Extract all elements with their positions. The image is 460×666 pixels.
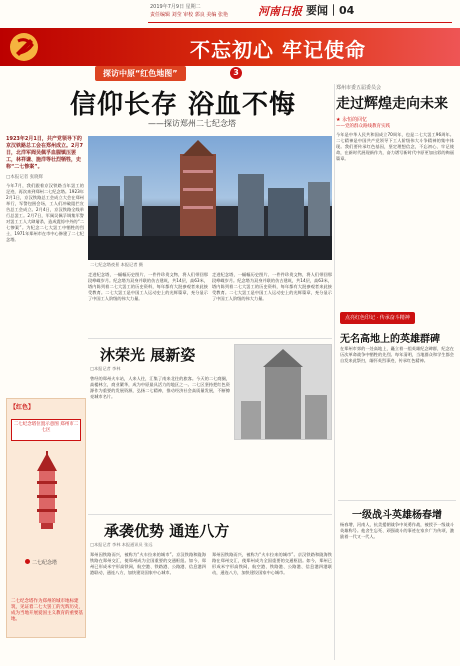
right-title-2: 无名高地上的英雄群碑 [340, 334, 440, 345]
section-divider-1 [88, 338, 332, 339]
right-kicker: 郑州市委五届委员会 [336, 85, 382, 91]
masthead-rule [148, 22, 452, 23]
right-body-text: 今年是中华人民共和国成立70周年，也是二七大罢工96周年。二七精神是中国共产党领导下工人阶级伟大斗争精神的集中体现。我们要传承红色基因，坚定理想信念，不忘初心、牢记使命，在新时代展现新作为，奋力谱写新时代中原更加出彩的绚丽篇章。 [336, 132, 454, 161]
masthead [0, 0, 460, 28]
location-pin-icon [25, 559, 30, 564]
newspaper-logo: 河南日报 [258, 5, 302, 18]
left-body-text: 今年7月，我们跟着京汉铁路当年罢工的足迹，再次来到郑州二七纪念塔。1923年2月1日，京汉铁路总工会成立大会在郑州举行，军警包围会场，工人们冲破阻拦宣告总工会成立。2月4日，京汉铁路全线举行总罢工。2月7日，军阀吴佩孚调集军警对罢工工人大肆屠杀，造成震惊中外的“二七惨案”。为纪念二七大罢工中牺牲的烈士，1971年郑州市在市中心修建了二七纪念塔。 [6, 183, 84, 242]
main-headline: 信仰长存 浴血不悔 [70, 90, 297, 120]
photo-caption: 二七纪念塔夜景 本报记者 摄 [90, 262, 143, 267]
editor-line: 责任编辑 刘莹 审校 郭良 美编 张艳 [150, 12, 228, 18]
section-1-body: 曾经的郑州火车站，人来人往，汇集了南来北往的旅客。今天的二七商圈，高楼林立，商业繁华，成为中原最具活力的地区之一。二七区坚持把红色资源作为重要的发展资源，弘扬二七精神，推动经济社会高质量发展，不断擦亮城市名片。 [90, 376, 230, 399]
main-subheadline: ——探访郑州二七纪念塔 [148, 119, 236, 128]
map-title: 【红色】 [10, 404, 35, 411]
historic-building-photo [235, 345, 331, 439]
right-title-3: 一级战斗英雄杨春增 [352, 510, 442, 521]
right-body-2: 在郑州市郊的一处高地上，矗立着一组英雄纪念碑群，纪念在历次革命战争中牺牲的先烈。每年清明，当地群众和学生都会自发来此祭扫，缅怀英烈事迹，传承红色精神。 [340, 346, 454, 363]
map-caption: 二七纪念塔作为郑州的城市地标建筑，见证着二七大罢工的光辉历史，成为当地开展爱国主义教育的重要基地。 [11, 599, 83, 622]
section-divider-2 [88, 514, 332, 515]
map-badge: 二七纪念塔位置示意图 郑州市二七区 [11, 419, 81, 441]
party-emblem-icon [8, 31, 48, 63]
right-section-chip: 点亮红色印记 · 传承奋斗精神 [340, 312, 415, 324]
lead-byline: □本报记者 张晓辉 [6, 175, 44, 180]
section-title-2: 承袭优势 通连八方 [104, 522, 230, 540]
archive-photo [234, 344, 332, 440]
feature-photo [88, 136, 332, 260]
lead-paragraph: 1923年2月1日，共产党领导下的京汉铁路总工会在郑州成立。2月7日，北洋军阀吴佩孚血腥镇压罢工，林祥谦、施洋等壮烈牺牲，史称“二七惨案”。 [6, 136, 83, 170]
middle-body-text: 走进纪念塔，一幅幅历史图片、一件件珍贵文物，将人们带回那段峥嵘岁月。纪念塔为双身并联的仿古建筑，共14层，高63米，塔内陈列着二七大罢工的历史资料，每年都有大批参观者来此接受教育。二七大罢工是中国工人运动史上的光辉篇章，充分显示了中国工人阶级的伟大力量。 [88, 272, 208, 301]
left-column [6, 136, 84, 656]
section-2-body: 郑州因铁路而兴，被称为“火车拉来的城市”。京汉铁路和陇海铁路在郑州交汇，使郑州成为全国重要的交通枢纽。如今，郑州已形成米字形高铁网，航空港、铁路港、公路港、信息港四港联动，通连八方，加快建设国家中心城市。 [90, 552, 206, 575]
right-tag: ★ 永恒的回忆 [336, 117, 368, 123]
middle-body-text-2: 走进纪念塔，一幅幅历史图片、一件件珍贵文物，将人们带回那段峥嵘岁月。纪念塔为双身并联的仿古建筑，共14层，高63米，塔内陈列着二七大罢工的历史资料，每年都有大批参观者来此接受教育。二七大罢工是中国工人运动史上的光辉篇章，充分显示了中国工人阶级的伟大力量。 [212, 272, 332, 301]
section-title-1: 沐荣光 展新姿 [100, 346, 196, 364]
tower-illustration-icon [27, 451, 67, 531]
section-1-byline: □本报记者 李林 [90, 366, 121, 371]
section-2-body-2: 郑州因铁路而兴，被称为“火车拉来的城市”。京汉铁路和陇海铁路在郑州交汇，使郑州成为全国重要的交通枢纽。如今，郑州已形成米字形高铁网，航空港、铁路港、公路港、信息港四港联动，通连八方，加快建设国家中心城市。 [212, 552, 332, 575]
right-column [336, 84, 454, 322]
right-tagline: ——党的群众路线教育实践 [336, 124, 390, 129]
map-pin-label: 二七纪念塔 [32, 560, 58, 566]
issue-date: 2019年7月9日 星期二 [150, 4, 201, 10]
theme-banner [0, 28, 460, 66]
section-2-byline: □本报记者 李林 本报通讯员 张远 [90, 542, 153, 547]
column-divider [334, 84, 335, 660]
city-skyline-photo [88, 136, 332, 260]
right-body-3: 杨春增，河南人，抗美援朝战争中英勇作战，被授予一级战斗英雄称号。他舍生忘死、顽强战斗的事迹在家乡广为传颂，激励着一代又一代人。 [340, 522, 454, 539]
series-number: 3 [230, 67, 242, 79]
banner-title: 不忘初心 牢记使命 [190, 38, 366, 62]
right-headline: 走过辉煌走向未来 [336, 96, 448, 112]
map-sidebar [6, 398, 86, 638]
series-tag: 探访中原“红色地图” [95, 66, 186, 81]
map-pin [25, 559, 57, 566]
section-label: 要闻｜04 [306, 4, 355, 17]
right-divider [338, 500, 456, 501]
